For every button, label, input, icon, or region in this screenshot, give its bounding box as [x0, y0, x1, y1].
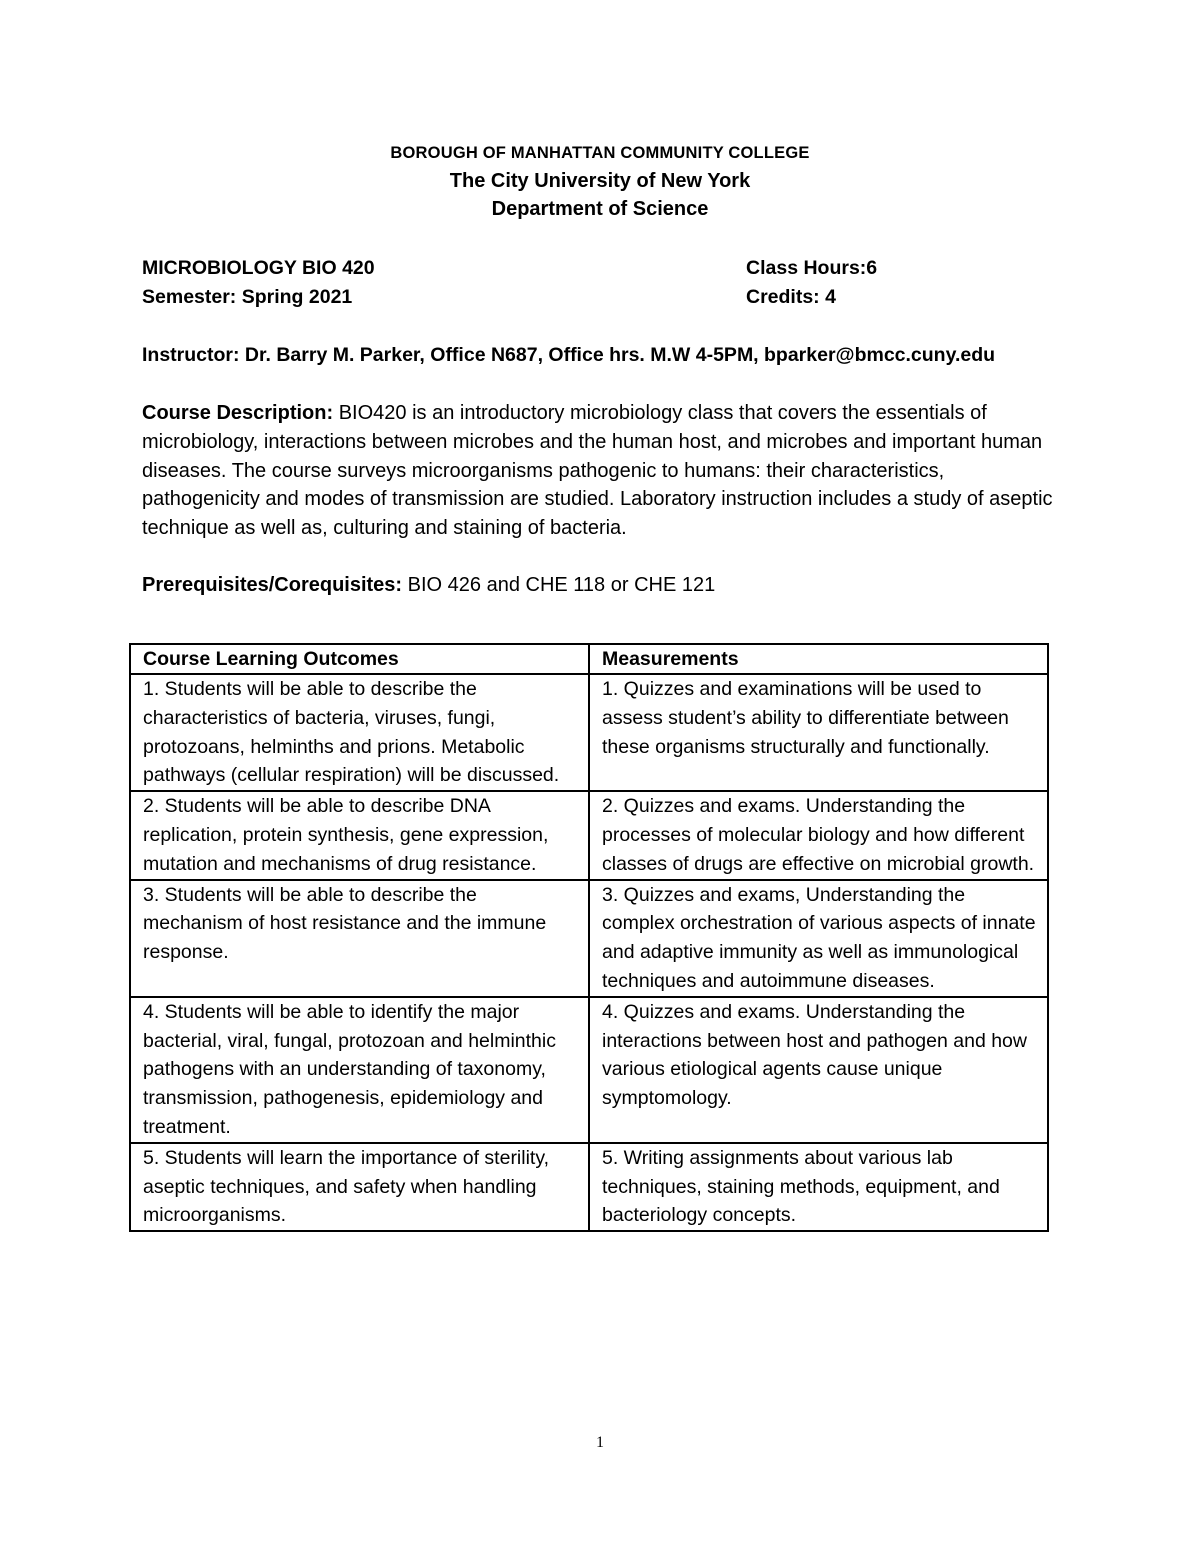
course-description-label: Course Description: — [142, 402, 334, 424]
table-header-row — [130, 644, 1048, 674]
outcome-cell: 3. Students will be able to describe the mechanism of host resistance and the immune response. — [130, 880, 589, 997]
table-row — [130, 791, 1048, 879]
outcome-cell: 4. Students will be able to identify the major bacterial, viral, fungal, protozoan and helminthic pathogens with an understanding of taxonomy, transmission, pathogenesis, epidemiology and treatment. — [130, 997, 589, 1143]
prerequisites-label: Prerequisites/Corequisites: — [142, 574, 403, 596]
university-name: The City University of New York — [449, 170, 751, 192]
measurement-cell: 2. Quizzes and exams. Understanding the processes of molecular biology and how different classes of drugs are effective on microbial growth. — [589, 791, 1048, 879]
course-title: MICROBIOLOGY BIO 420 — [142, 257, 375, 279]
institution-name: BOROUGH OF MANHATTAN COMMUNITY COLLEGE — [390, 144, 810, 162]
department-name: Department of Science — [491, 198, 709, 220]
table-row — [130, 674, 1048, 791]
learning-outcomes-table — [129, 643, 1049, 1232]
table-header-outcomes: Course Learning Outcomes — [130, 644, 589, 674]
table-row — [130, 880, 1048, 997]
page-number: 1 — [596, 1434, 604, 1451]
course-description-text: BIO420 is an introductory microbiology class that covers the essentials of microbiology, interactions between microbes and the human host, and microbes and important human diseases. The course surveys microorganisms pathogenic to humans: their characteristics, pathogenicity and modes of transmission are studied. Laboratory instruction includes a study of aseptic technique as well as, culturing and staining of bacteria. — [142, 402, 1053, 540]
semester: Semester: Spring 2021 — [142, 286, 353, 308]
outcome-cell: 2. Students will be able to describe DNA replication, protein synthesis, gene expression, mutation and mechanisms of drug resistance. — [130, 791, 589, 879]
outcome-cell: 5. Students will learn the importance of sterility, aseptic techniques, and safety when handling microorganisms. — [130, 1143, 589, 1231]
class-hours: Class Hours:6 — [746, 257, 878, 279]
course-description — [142, 399, 1062, 543]
measurement-cell: 4. Quizzes and exams. Understanding the interactions between host and pathogen and how various etiological agents cause unique symptomology. — [589, 997, 1048, 1143]
prerequisites — [142, 574, 715, 597]
table-row — [130, 997, 1048, 1143]
table-row — [130, 1143, 1048, 1231]
outcome-cell: 1. Students will be able to describe the characteristics of bacteria, viruses, fungi, protozoans, helminths and prions. Metabolic pathways (cellular respiration) will be discussed. — [130, 674, 589, 791]
table-header-measurements: Measurements — [589, 644, 1048, 674]
measurement-cell: 5. Writing assignments about various lab techniques, staining methods, equipment, and bacteriology concepts. — [589, 1143, 1048, 1231]
prerequisites-text: BIO 426 and CHE 118 or CHE 121 — [402, 574, 716, 596]
measurement-cell: 3. Quizzes and exams, Understanding the complex orchestration of various aspects of innate and adaptive immunity as well as immunological techniques and autoimmune diseases. — [589, 880, 1048, 997]
credits: Credits: 4 — [746, 286, 836, 308]
instructor-info: Instructor: Dr. Barry M. Parker, Office N687, Office hrs. M.W 4-5PM, bparker@bmcc.cuny.edu — [142, 344, 996, 366]
measurement-cell: 1. Quizzes and examinations will be used to assess student’s ability to differentiate between these organisms structurally and functionally. — [589, 674, 1048, 791]
